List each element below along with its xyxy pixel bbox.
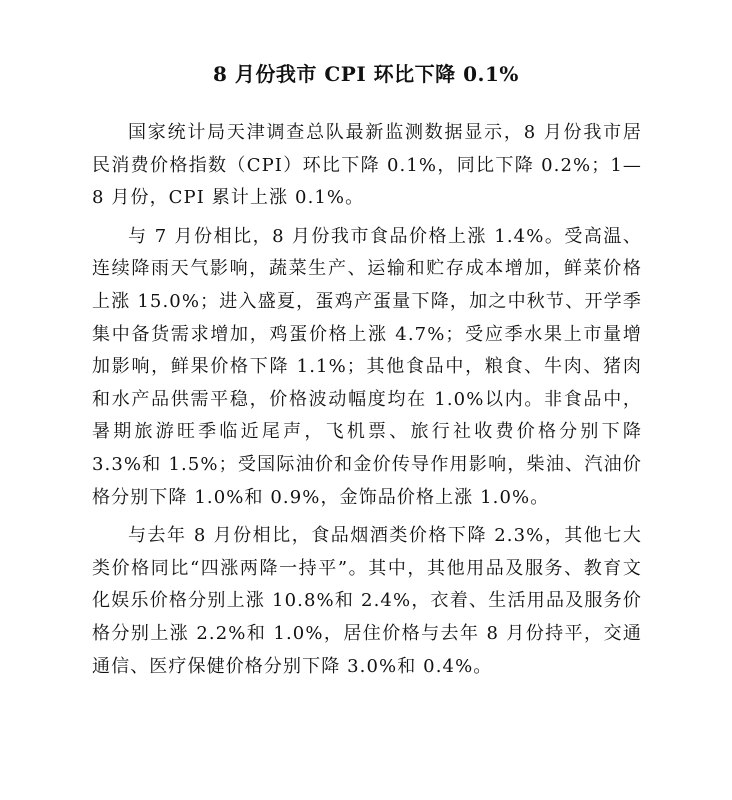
paragraph-summary: 国家统计局天津调查总队最新监测数据显示，8 月份我市居民消费价格指数（CPI）环比下降 0.1%，同比下降 0.2%；1—8 月份，CPI 累计上涨 0.1%。	[92, 122, 642, 209]
paragraph-month-on-month: 与 7 月份相比，8 月份我市食品价格上涨 1.4%。受高温、连续降雨天气影响，蔬菜生产、运输和贮存成本增加，鲜菜价格上涨 15.0%；进入盛夏，蛋鸡产蛋量下降，加之中秋节、开学季集中备货需求增加，鸡蛋价格上涨 4.7%；受应季水果上市量增加影响，鲜果价格下降 1.1%；其他食品中，粮食、牛肉、猪肉和水产品供需平稳，价格波动幅度均在 1.0%以内。非食品中，暑期旅游旺季临近尾声，飞机票、旅行社收费价格分别下降 3.3%和 1.5%；受国际油价和金价传导作用影响，柴油、汽油价格分别下降 1.0%和 0.9%，金饰品价格上涨 1.0%。	[92, 225, 642, 508]
paragraph-year-on-year: 与去年 8 月份相比，食品烟酒类价格下降 2.3%，其他七大类价格同比“四涨两降一持平”。其中，其他用品及服务、教育文化娱乐价格分别上涨 10.8%和 2.4%，衣着、生活用品及服务价格分别上涨 2.2%和 1.0%，居住价格与去年 8 月份持平，交通通信、医疗保健价格分别下降 3.0%和 0.4%。	[92, 525, 642, 677]
article-body	[92, 117, 642, 689]
article-title: 8 月份我市 CPI 环比下降 0.1%	[213, 62, 519, 86]
